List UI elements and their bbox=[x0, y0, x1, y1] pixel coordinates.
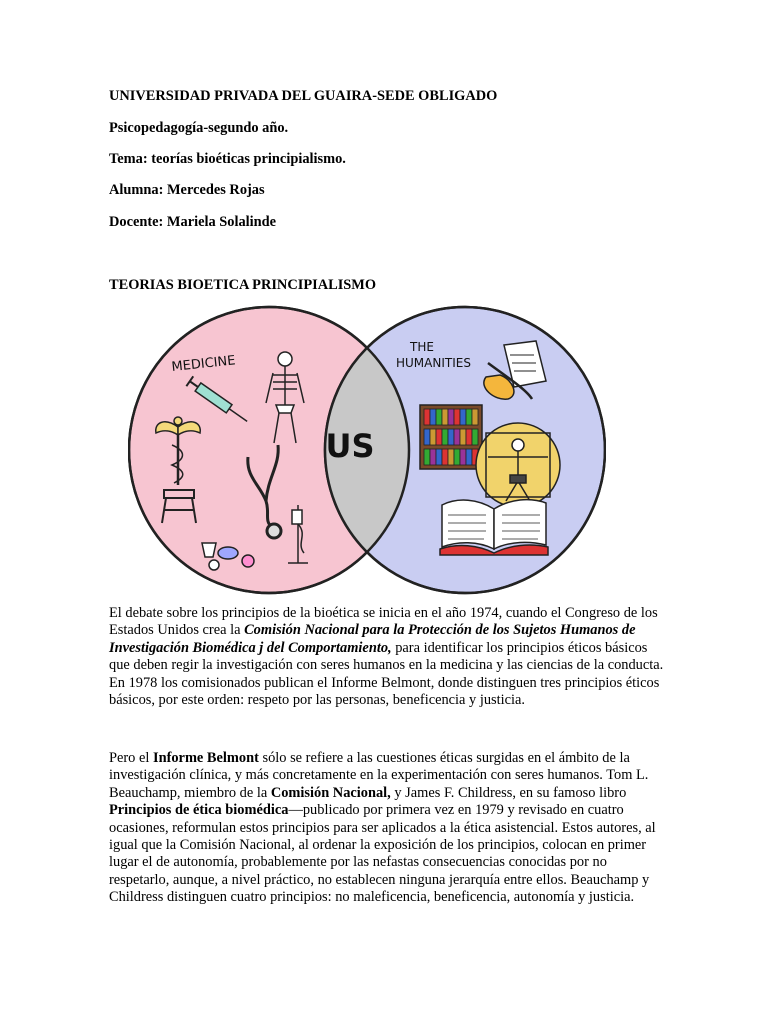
medicine-label: MEDICINE bbox=[170, 353, 237, 375]
paragraph-1 bbox=[109, 605, 664, 709]
paragraph-2-text-c: y James F. Childress, en su famoso libro bbox=[390, 784, 627, 801]
teacher-line: Docente: Mariela Solalinde bbox=[109, 214, 277, 230]
student-line: Alumna: Mercedes Rojas bbox=[109, 182, 265, 198]
section-title: TEORIAS BIOETICA PRINCIPIALISMO bbox=[109, 277, 377, 293]
topic-line: Tema: teorías bioéticas principialismo. bbox=[109, 151, 346, 167]
course-line: Psicopedagogía-segundo año. bbox=[109, 120, 289, 136]
book-title: Principios de ética biomédica bbox=[109, 802, 289, 819]
venn-diagram bbox=[128, 305, 606, 595]
humanities-label: HUMANITIES bbox=[396, 356, 471, 370]
paragraph-2-text-b: sólo se refiere a las cuestiones éticas surgidas en el ámbito de la investigación clínica, y más concretamente en la experimentación con seres humanos. Tom L. Beauchamp, miembro de la bbox=[109, 750, 649, 801]
comision-nacional: Comisión Nacional, bbox=[270, 784, 391, 801]
paragraph-2 bbox=[109, 750, 664, 907]
university-heading: UNIVERSIDAD PRIVADA DEL GUAIRA-SEDE OBLIGADO bbox=[109, 88, 498, 104]
paragraph-2-text-d: —publicado por primera vez en 1979 y revisado en cuatro ocasiones, reformulan estos principios para ser aplicados a la ética asistencial. Estos autores, al igual que la Comisión Nacional, al ordenar la exposición de los principios, colocan en primer lugar el de autonomía, probablemente por las nefastas consecuencias conocidas por no respetarlo, aunque, a nivel práctico, no establecen ninguna jerarquía entre ellos. Beauchamp y Childress distinguen cuatro principios: no maleficencia, beneficencia, autonomía y justicia. bbox=[109, 802, 656, 906]
humanities-label-the: THE bbox=[410, 340, 434, 354]
paragraph-1-text-a: El debate sobre los principios de la bioética se inicia en el año 1974, cuando el Congreso de los Estados Unidos crea la bbox=[109, 605, 658, 639]
vitruvian-man-icon bbox=[476, 423, 560, 507]
bookshelf-icon bbox=[420, 405, 482, 469]
paragraph-2-text-a: Pero el bbox=[109, 750, 153, 766]
us-label: US bbox=[325, 427, 375, 465]
commission-name: Comisión Nacional para la Protección de los Sujetos Humanos de Investigación Biomédica j del Comportamiento, bbox=[109, 622, 636, 656]
informe-belmont: Informe Belmont bbox=[152, 750, 259, 766]
paragraph-1-text-b: para identificar los principios éticos básicos que deben regir la investigación con seres humanos en la medicina y las ciencias de la conducta. En 1978 los comisionados publican el Informe Belmont, donde distinguen tres principios éticos básicos, por este orden: respeto por las personas, beneficencia y justicia. bbox=[109, 639, 664, 709]
